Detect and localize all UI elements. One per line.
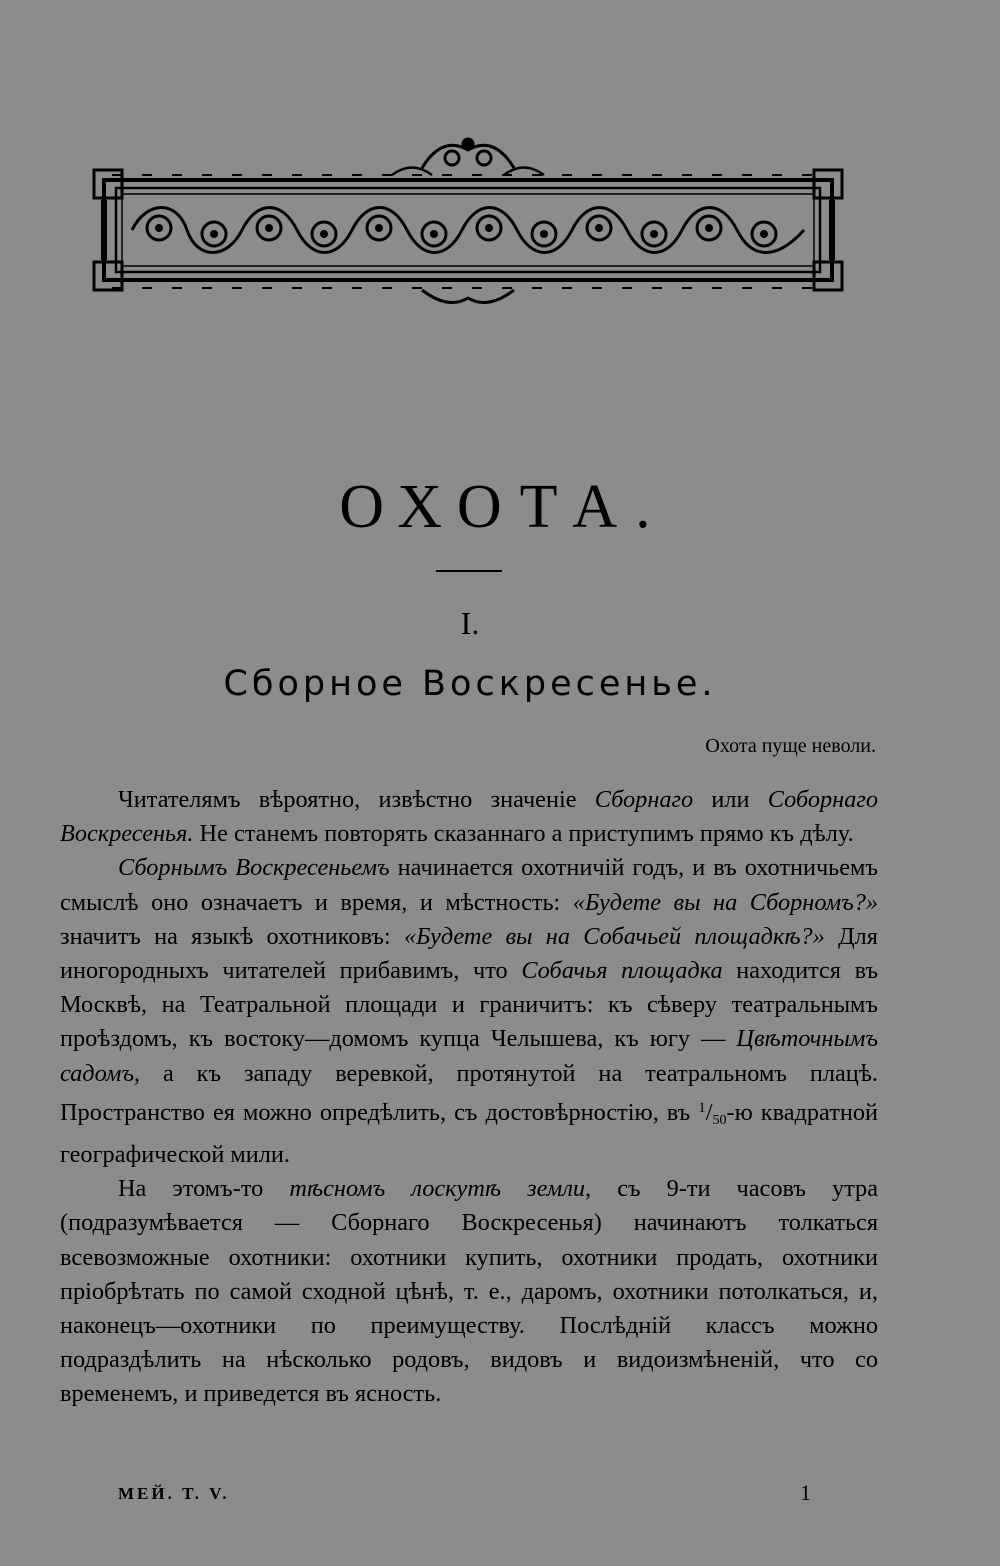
text-run: тѣсномъ лоскутѣ земли, <box>289 1175 592 1203</box>
text-run: На этомъ-то <box>118 1175 290 1203</box>
paragraph-2 <box>60 851 878 1172</box>
text-run: «Будете вы на Собачьей площадкѣ?» <box>403 922 825 950</box>
body-text <box>60 783 878 1412</box>
text-run: / <box>705 1098 713 1126</box>
text-run: или <box>693 786 768 813</box>
title-divider <box>436 570 502 572</box>
chapter-number: I. <box>460 605 480 641</box>
text-run: съ 9-ти часовъ утра (подразумѣвается — Сборнаго Воскресенья) начинаютъ толкаться всевозможные охотники: охотники купить, охотники продать, охотники пріобрѣтать по самой сходной цѣнѣ, т. е., даромъ, охотники потолкаться, и, наконецъ—охотники по преимуществу. Послѣдній классъ можно подраздѣлить на нѣсколько родовъ, видовъ и видоизмѣненій, что со временемъ, и приведется въ ясность. <box>60 1175 878 1408</box>
text-run: 50 <box>712 1112 727 1128</box>
text-run: значитъ на языкѣ охотниковъ: <box>60 922 404 950</box>
decorative-header-ornament <box>92 130 844 315</box>
text-run: Соборнаго Воскресенья. <box>60 786 878 848</box>
text-run: Читателямъ вѣроятно, извѣстно значеніе <box>118 786 595 813</box>
page-number: 1 <box>800 1480 811 1505</box>
text-run: Собачья площадка <box>521 957 723 985</box>
text-run: Сборнаго <box>594 786 694 813</box>
text-run: начинается охотничій годъ, и въ охотничьемъ смыслѣ оно означаетъ и время, и мѣстность: <box>60 854 878 916</box>
text-run: Сборнымъ Воскресеньемъ <box>118 854 390 882</box>
text-run: а къ западу веревкой, протянутой на театральномъ плацѣ. Пространство ея можно опредѣлить, съ достовѣрностію, въ <box>60 1059 878 1126</box>
epigraph: Охота пуще неволи. <box>705 735 876 757</box>
paragraph-3 <box>60 1172 878 1411</box>
printer-signature: МЕЙ. Т. V. <box>118 1484 230 1503</box>
chapter-title: Сборное Воскресенье. <box>223 664 717 704</box>
text-run: «Будете вы на Сборномъ?» <box>572 888 878 916</box>
text-run: Не станемъ повторять сказаннаго а приступимъ прямо къ дѣлу. <box>193 820 854 848</box>
text-run: находится въ Москвѣ, на Театральной площади и граничитъ: къ сѣверу театральнымъ проѣздомъ, къ востоку—домомъ купца Челышева, къ югу — <box>60 957 879 1053</box>
text-run: Цвѣточнымъ садомъ, <box>60 1025 878 1087</box>
paragraph-1 <box>60 783 878 851</box>
page-title: ОХОТА. <box>339 473 669 541</box>
text-run: Для иногородныхъ читателей прибавимъ, что <box>60 922 878 985</box>
text-run: 1 <box>698 1099 706 1116</box>
text-run: -ю квадратной географической мили. <box>60 1098 878 1169</box>
